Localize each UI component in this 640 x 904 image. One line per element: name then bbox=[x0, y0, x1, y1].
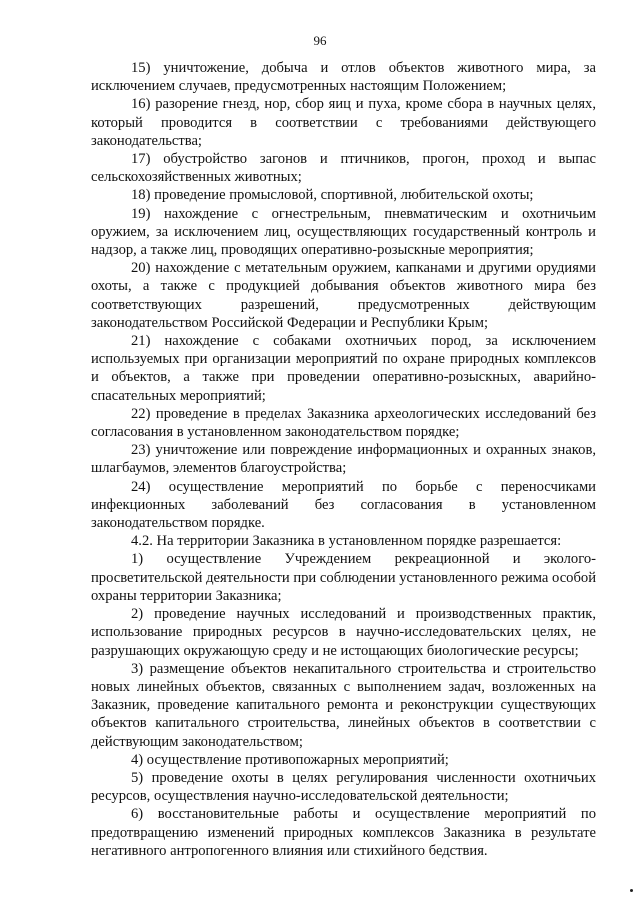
section-heading-4-2: 4.2. На территории Заказника в установленном порядке разрешается: bbox=[131, 533, 562, 550]
list-item-21: 21) нахождение с собаками охотничьих пород, за исключением используемых при организации мероприятий по охране природных комплексов и объектов, а также при проведении оперативно-розыскных, аварийно-спасательных мероприятий; bbox=[91, 333, 596, 404]
list-item-18: 18) проведение промысловой, спортивной, любительской охоты; bbox=[131, 187, 534, 204]
scan-speck bbox=[630, 889, 633, 892]
document-body bbox=[91, 59, 596, 860]
list-item-24: 24) осуществление мероприятий по борьбе с переносчиками инфекционных заболеваний без согласования в установленном законодательством порядке. bbox=[91, 478, 596, 532]
list-item-17: 17) обустройство загонов и птичников, прогон, проход и выпас сельскохозяйственных животных; bbox=[91, 151, 596, 186]
allowed-item-1: 1) осуществление Учреждением рекреационной и эколого-просветительской деятельности при соблюдении установленного режима особой охраны территории Заказника; bbox=[91, 551, 596, 604]
allowed-item-2: 2) проведение научных исследований и производственных практик, использование природных ресурсов в научно-исследовательских целях, не разрушающих окружающую среду и не истощающих биологические ресурсы; bbox=[91, 606, 596, 659]
allowed-item-5: 5) проведение охоты в целях регулирования численности охотничьих ресурсов, осуществления научно-исследовательской деятельности; bbox=[91, 769, 596, 805]
list-item-15: 15) уничтожение, добыча и отлов объектов животного мира, за исключением случаев, предусмотренных настоящим Положением; bbox=[91, 60, 596, 95]
page-number: 96 bbox=[313, 33, 327, 48]
list-item-22: 22) проведение в пределах Заказника археологических исследований без согласования в установленном законодательством порядке; bbox=[91, 405, 596, 441]
list-item-23: 23) уничтожение или повреждение информационных и охранных знаков, шлагбаумов, элементов благоустройства; bbox=[91, 442, 596, 477]
list-item-20: 20) нахождение с метательным оружием, капканами и другими орудиями охоты, а также с продукцией добывания объектов животного мира без соответствующих разрешений, предусмотренных действующим законодательством Российской Федерации и Республики Крым; bbox=[91, 260, 596, 331]
list-item-16: 16) разорение гнезд, нор, сбор яиц и пуха, кроме сбора в научных целях, который проводится в соответствии с требованиями действующего законодательства; bbox=[91, 96, 596, 149]
allowed-item-4: 4) осуществление противопожарных мероприятий; bbox=[131, 751, 449, 768]
allowed-item-6: 6) восстановительные работы и осуществление мероприятий по предотвращению изменений природных комплексов Заказника в результате негативного антропогенного влияния или стихийного бедствия. bbox=[91, 806, 596, 859]
allowed-item-3: 3) размещение объектов некапитального строительства и строительство новых линейных объектов, связанных с выполнением задач, возложенных на Заказник, проведение капитального ремонта и реконструкции существующих объектов капитального строительства, линейных объектов в соответствии с действующим законодательством; bbox=[91, 660, 596, 750]
list-item-19: 19) нахождение с огнестрельным, пневматическим и охотничьим оружием, за исключением лиц, осуществляющих государственный контроль и надзор, а также лиц, проводящих оперативно-розыскные мероприятия; bbox=[91, 205, 596, 259]
